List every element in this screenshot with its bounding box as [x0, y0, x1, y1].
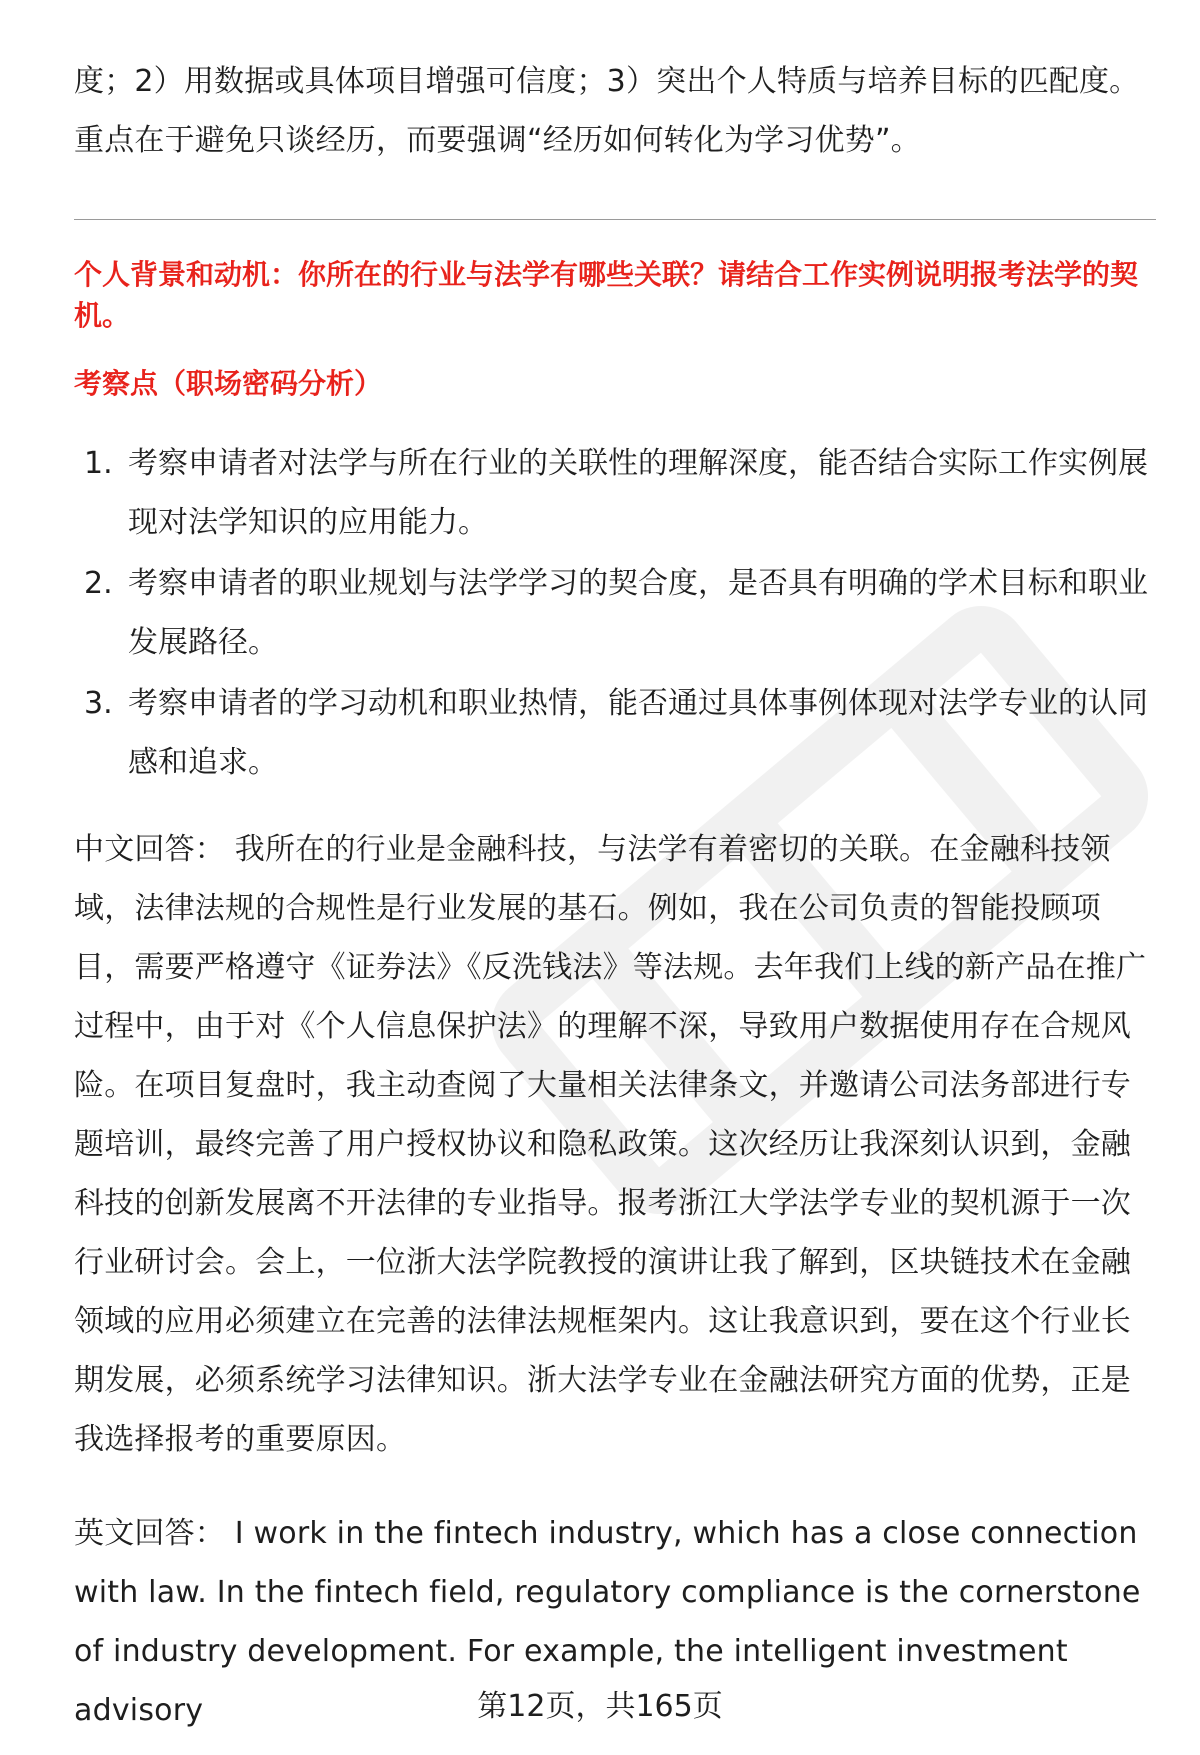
- assessment-item-text: 考察申请者的学习动机和职业热情，能否通过具体事例体现对法学专业的认同感和追求。: [128, 686, 1148, 780]
- assessment-item-text: 考察申请者对法学与所在行业的关联性的理解深度，能否结合实际工作实例展现对法学知识的应用能力。: [128, 446, 1148, 540]
- assessment-item: [74, 434, 1164, 552]
- assessment-item-number: 3.: [84, 686, 113, 721]
- question-heading: 个人背景和动机：你所在的行业与法学有哪些关联？请结合工作实例说明报考法学的契机。: [74, 258, 1139, 332]
- english-answer-text: I work in the fintech industry, which has a close connection with law. In the fintech field, regulatory compliance is the cornerstone of industry development. For example, the intelligent investment advisory: [74, 1516, 1141, 1728]
- assessment-item: [74, 674, 1164, 792]
- chinese-answer-paragraph: [74, 820, 1154, 1469]
- assessment-item-number: 2.: [84, 566, 113, 601]
- intro-paragraph: 度；2）用数据或具体项目增强可信度；3）突出个人特质与培养目标的匹配度。重点在于避免只谈经历，而要强调“经历如何转化为学习优势”。: [74, 64, 1140, 158]
- assessment-list: [74, 434, 1164, 794]
- assessment-item-number: 1.: [84, 446, 113, 481]
- assessment-item-text: 考察申请者的职业规划与法学学习的契合度，是否具有明确的学术目标和职业发展路径。: [128, 566, 1148, 660]
- chinese-answer-label: 中文回答：: [74, 832, 225, 867]
- chinese-answer-text: 我所在的行业是金融科技，与法学有着密切的关联。在金融科技领域，法律法规的合规性是行业发展的基石。例如，我在公司负责的智能投顾项目，需要严格遵守《证券法》《反洗钱法》等法规。去年我们上线的新产品在推广过程中，由于对《个人信息保护法》的理解不深，导致用户数据使用存在合规风险。在项目复盘时，我主动查阅了大量相关法律条文，并邀请公司法务部进行专题培训，最终完善了用户授权协议和隐私政策。这次经历让我深刻认识到，金融科技的创新发展离不开法律的专业指导。报考浙江大学法学专业的契机源于一次行业研讨会。会上，一位浙大法学院教授的演讲让我了解到，区块链技术在金融领域的应用必须建立在完善的法律法规框架内。这让我意识到，要在这个行业长期发展，必须系统学习法律知识。浙大法学专业在金融法研究方面的优势，正是我选择报考的重要原因。: [74, 832, 1147, 1457]
- assessment-heading: 考察点（职场密码分析）: [74, 367, 383, 400]
- assessment-item: [74, 554, 1164, 672]
- section-divider: [74, 219, 1156, 220]
- page-number-footer: 第12页，共165页: [477, 1689, 723, 1724]
- english-answer-label: 英文回答：: [74, 1516, 225, 1551]
